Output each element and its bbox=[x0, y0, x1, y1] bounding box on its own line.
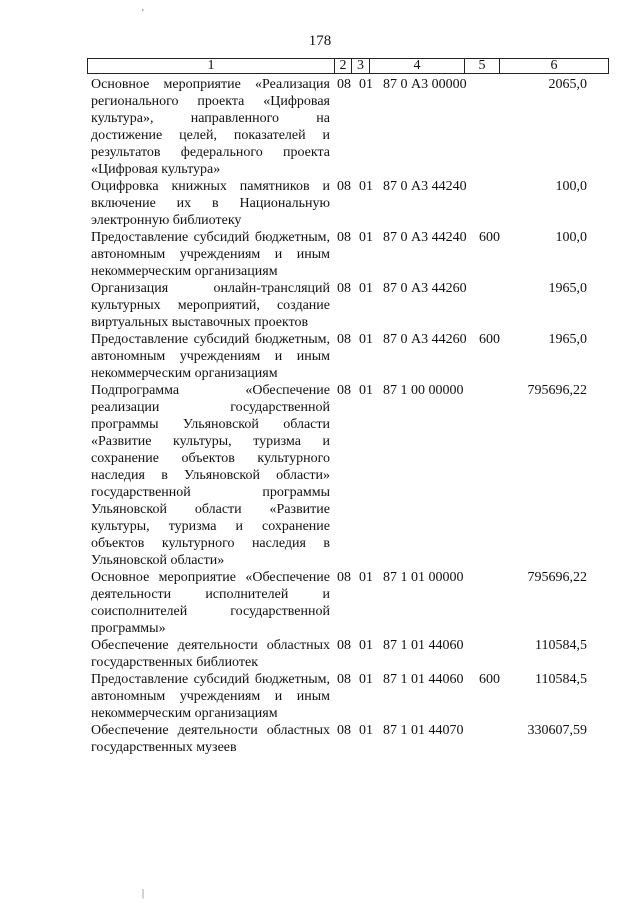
row-section: 08 bbox=[337, 638, 351, 653]
table-row bbox=[91, 76, 611, 178]
table-row bbox=[91, 280, 611, 331]
row-amount: 1965,0 bbox=[548, 332, 587, 347]
header-col-4: 4 bbox=[370, 59, 465, 73]
row-name: Предоставление субсидий бюджетным, автономным учреждениям и иным некоммерческим организациям bbox=[91, 672, 330, 721]
row-subsection: 01 bbox=[359, 383, 373, 398]
table-row bbox=[91, 229, 611, 280]
table-header bbox=[87, 58, 609, 74]
row-target: 87 0 А3 44260 bbox=[383, 281, 467, 296]
row-amount: 1965,0 bbox=[548, 281, 587, 296]
row-code bbox=[337, 671, 507, 688]
table-row bbox=[91, 331, 611, 382]
row-target: 87 0 А3 44260 bbox=[383, 332, 467, 347]
table-row bbox=[91, 671, 611, 722]
row-code bbox=[337, 722, 507, 739]
header-col-6: 6 bbox=[550, 58, 558, 73]
row-subsection: 01 bbox=[359, 638, 373, 653]
row-section: 08 bbox=[337, 281, 351, 296]
row-section: 08 bbox=[337, 332, 351, 347]
row-target: 87 1 01 44070 bbox=[383, 723, 464, 738]
row-target: 87 0 А3 44240 bbox=[383, 179, 467, 194]
scan-mark: | bbox=[142, 888, 145, 899]
table-row bbox=[91, 637, 611, 671]
row-kind: 600 bbox=[479, 332, 500, 347]
page-number: 178 bbox=[308, 33, 332, 49]
row-target: 87 1 00 00000 bbox=[383, 383, 464, 398]
header-col-2: 2 bbox=[335, 59, 352, 73]
row-subsection: 01 bbox=[359, 570, 373, 585]
table-body bbox=[91, 76, 611, 756]
row-section: 08 bbox=[337, 672, 351, 687]
row-amount: 2065,0 bbox=[548, 77, 587, 92]
table-row bbox=[91, 569, 611, 637]
row-subsection: 01 bbox=[359, 179, 373, 194]
scan-mark: ' bbox=[142, 8, 144, 19]
row-section: 08 bbox=[337, 230, 351, 245]
row-subsection: 01 bbox=[359, 672, 373, 687]
row-amount: 100,0 bbox=[555, 230, 587, 245]
row-subsection: 01 bbox=[359, 77, 373, 92]
row-amount: 100,0 bbox=[555, 179, 587, 194]
header-col-5: 5 bbox=[465, 59, 500, 73]
row-name: Обеспечение деятельности областных государственных библиотек bbox=[91, 638, 330, 670]
row-subsection: 01 bbox=[359, 332, 373, 347]
row-subsection: 01 bbox=[359, 230, 373, 245]
row-amount: 795696,22 bbox=[527, 570, 587, 585]
row-name: Подпрограмма «Обеспечение реализации государственной программы Ульяновской области «Развитие культуры, туризма и сохранение объектов культурного наследия в Ульяновской области» государственной программы Ульяновской области «Развитие культуры, туризма и сохранение объектов культурного наследия в Ульяновской области» bbox=[91, 383, 330, 568]
row-kind: 600 bbox=[479, 230, 500, 245]
row-amount: 110584,5 bbox=[535, 672, 587, 687]
row-target: 87 1 01 00000 bbox=[383, 570, 464, 585]
row-name: Обеспечение деятельности областных государственных музеев bbox=[91, 723, 330, 755]
row-name: Предоставление субсидий бюджетным, автономным учреждениям и иным некоммерческим организациям bbox=[91, 332, 330, 381]
row-target: 87 1 01 44060 bbox=[383, 672, 464, 687]
row-code bbox=[337, 280, 507, 297]
row-kind: 600 bbox=[479, 672, 500, 687]
row-section: 08 bbox=[337, 570, 351, 585]
row-section: 08 bbox=[337, 723, 351, 738]
row-target: 87 0 А3 44240 bbox=[383, 230, 467, 245]
row-name: Предоставление субсидий бюджетным, автономным учреждениям и иным некоммерческим организациям bbox=[91, 230, 330, 279]
row-name: Основное мероприятие «Реализация регионального проекта «Цифровая культура», направленного на достижение целей, показателей и результатов федерального проекта «Цифровая культура» bbox=[91, 77, 330, 177]
row-subsection: 01 bbox=[359, 723, 373, 738]
row-amount: 330607,59 bbox=[527, 723, 587, 738]
row-code bbox=[337, 637, 507, 654]
row-code bbox=[337, 76, 507, 93]
row-name: Оцифровка книжных памятников и включение их в Национальную электронную библиотеку bbox=[91, 179, 330, 228]
row-code bbox=[337, 331, 507, 348]
header-col-1: 1 bbox=[88, 59, 335, 73]
row-name: Основное мероприятие «Обеспечение деятельности исполнителей и соисполнителей государственной программы» bbox=[91, 570, 330, 636]
row-section: 08 bbox=[337, 179, 351, 194]
header-col-3: 3 bbox=[352, 59, 370, 73]
row-code bbox=[337, 178, 507, 195]
row-section: 08 bbox=[337, 383, 351, 398]
row-target: 87 1 01 44060 bbox=[383, 638, 464, 653]
table-row bbox=[91, 178, 611, 229]
row-target: 87 0 А3 00000 bbox=[383, 77, 467, 92]
row-name: Организация онлайн-трансляций культурных мероприятий, создание виртуальных выставочных проектов bbox=[91, 281, 330, 330]
row-amount: 110584,5 bbox=[535, 638, 587, 653]
table-row bbox=[91, 722, 611, 756]
row-code bbox=[337, 569, 507, 586]
table-row bbox=[91, 382, 611, 569]
row-section: 08 bbox=[337, 77, 351, 92]
row-amount: 795696,22 bbox=[527, 383, 587, 398]
row-code bbox=[337, 382, 507, 399]
row-code bbox=[337, 229, 507, 246]
row-subsection: 01 bbox=[359, 281, 373, 296]
